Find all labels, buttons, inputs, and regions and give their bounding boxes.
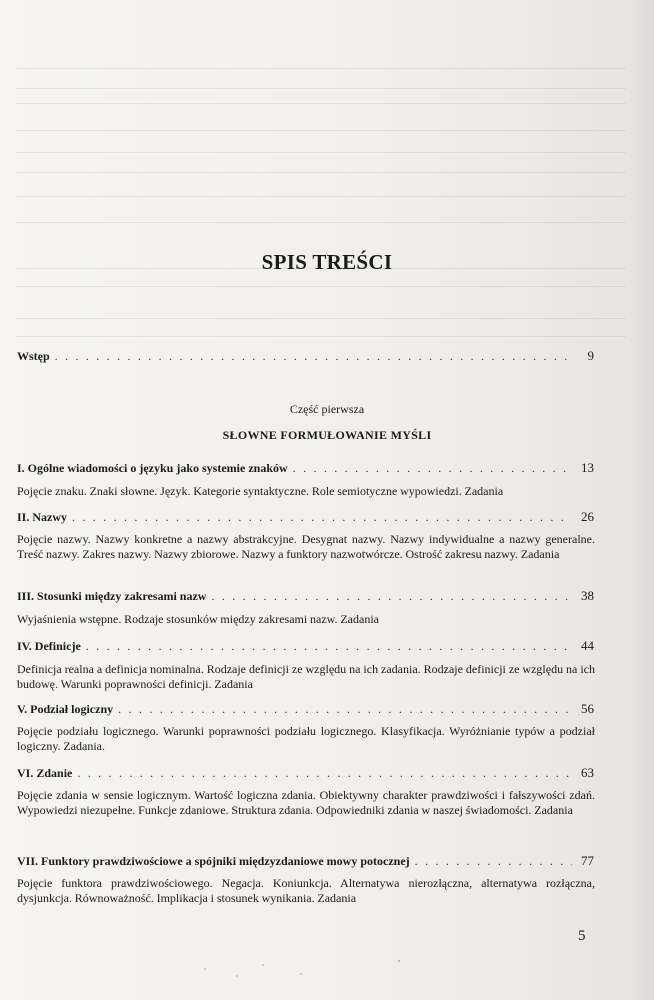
chapter-1-description: Pojęcie znaku. Znaki słowne. Język. Kategorie syntaktyczne. Role semiotyczne wypowiedzi. Zadania: [17, 484, 504, 498]
toc-page-number: 44: [581, 638, 594, 653]
dot-leader: [211, 589, 572, 604]
page-title: SPIS TREŚCI: [261, 250, 393, 274]
toc-entry-chapter-6: [17, 765, 594, 781]
toc-entry-label: V. Podział logiczny: [17, 702, 114, 716]
toc-page-number: 77: [581, 853, 594, 868]
dot-leader: [72, 510, 572, 525]
print-speck: [204, 968, 206, 970]
toc-entry-chapter-4: [17, 638, 594, 654]
toc-page-number: 26: [581, 509, 594, 524]
toc-entry-label: IV. Definicje: [17, 639, 81, 653]
dot-leader: [86, 639, 572, 654]
toc-entry-label: VI. Zdanie: [17, 766, 73, 780]
page-edge-shadow: [628, 0, 654, 1000]
toc-entry-intro: [17, 348, 594, 364]
toc-entry-label: Wstęp: [17, 349, 50, 363]
bleed-through-line: [16, 68, 626, 69]
chapter-5-description: Pojęcie podziału logicznego. Warunki poprawności podziału logicznego. Klasyfikacja. Wyróżnianie typów a podział logiczny. Zadania.: [17, 724, 595, 753]
chapter-3-description: Wyjaśnienia wstępne. Rodzaje stosunków między zakresami nazw. Zadania: [17, 612, 379, 626]
chapter-7-description: Pojęcie funktora prawdziwościowego. Negacja. Koniunkcja. Alternatywa nierozłączna, alternatywa rozłączna, dysjunkcja. Równoważność. Implikacja i stosunek wynikania. Zadania: [17, 876, 595, 905]
toc-page-number: 63: [581, 765, 594, 780]
bleed-through-line: [16, 88, 626, 89]
chapter-2-description: Pojęcie nazwy. Nazwy konkretne a nazwy abstrakcyjne. Desygnat nazwy. Nazwy indywidualne a nazwy generalne. Treść nazwy. Zakres nazwy. Nazwy zbiorowe. Nazwy a funktory nazwotwórcze. Ostrość zakresu nazwy. Zadania: [17, 532, 595, 561]
toc-page-number: 13: [581, 460, 594, 475]
print-speck: [300, 973, 302, 975]
toc-page-number: 56: [581, 701, 594, 716]
part-title: SŁOWNE FORMUŁOWANIE MYŚLI: [222, 428, 432, 442]
bleed-through-line: [16, 103, 626, 104]
toc-entry-chapter-1: [17, 460, 594, 476]
toc-entry-chapter-7: [17, 853, 594, 869]
toc-entry-label: III. Stosunki między zakresami nazw: [17, 589, 207, 603]
bleed-through-line: [16, 130, 626, 131]
dot-leader: [55, 349, 572, 364]
bleed-through-line: [16, 172, 626, 173]
bleed-through-line: [16, 286, 626, 287]
toc-entry-chapter-2: [17, 509, 594, 525]
bleed-through-line: [16, 318, 626, 319]
print-speck: [262, 964, 264, 966]
toc-entry-label: VII. Funktory prawdziwościowe a spójniki międzyzdaniowe mowy potocznej: [17, 854, 410, 868]
bleed-through-line: [16, 152, 626, 153]
print-speck: [236, 975, 238, 977]
dot-leader: [77, 766, 572, 781]
chapter-4-description: Definicja realna a definicja nominalna. Rodzaje definicji ze względu na ich zadania. Rodzaje definicji ze względu na ich budowę. Warunki poprawności definicji. Zadania: [17, 662, 595, 691]
toc-entry-chapter-5: [17, 701, 594, 717]
bleed-through-line: [16, 222, 626, 223]
print-speck: [398, 960, 400, 962]
bleed-through-line: [16, 196, 626, 197]
toc-page-number: 9: [587, 348, 594, 363]
toc-entry-chapter-3: [17, 588, 594, 604]
toc-entry-label: I. Ogólne wiadomości o języku jako systemie znaków: [17, 461, 288, 475]
page-number: 5: [578, 928, 586, 944]
chapter-6-description: Pojęcie zdania w sensie logicznym. Wartość logiczna zdania. Obiektywny charakter prawdziwości i fałszywości zdań. Wypowiedzi niezupełne. Funkcje zdaniowe. Struktura zdania. Odpowiedniki zdania w naszej świadomości. Zadania: [17, 788, 595, 817]
bleed-through-line: [16, 336, 626, 337]
toc-entry-label: II. Nazwy: [17, 510, 67, 524]
dot-leader: [415, 854, 572, 869]
toc-page-number: 38: [581, 588, 594, 603]
dot-leader: [118, 702, 572, 717]
part-label: Część pierwsza: [289, 402, 365, 416]
dot-leader: [293, 461, 572, 476]
